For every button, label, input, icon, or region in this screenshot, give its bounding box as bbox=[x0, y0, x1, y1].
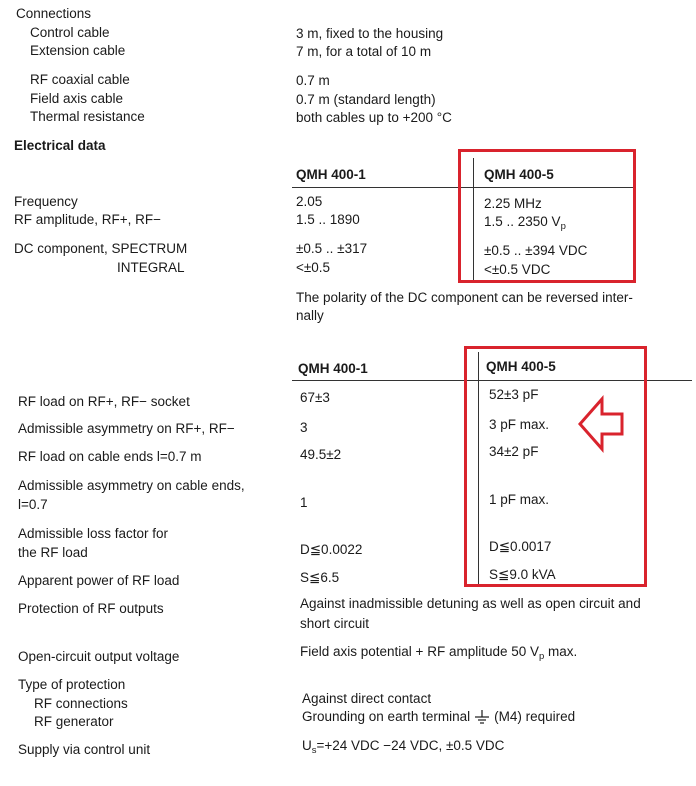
label-rf-coax: RF coaxial cable bbox=[30, 72, 130, 87]
col-header-qmh400-1-load: QMH 400-1 bbox=[298, 361, 368, 376]
col-header-qmh400-1: QMH 400-1 bbox=[296, 167, 366, 182]
value-rf-load-cable-5: 34±2 pF bbox=[489, 444, 539, 459]
label-extension-cable: Extension cable bbox=[30, 43, 126, 58]
value-protection-line2: short circuit bbox=[300, 616, 370, 631]
value-protection-line1: Against inadmissible detuning as well as open circuit and bbox=[300, 596, 641, 611]
label-integral: INTEGRAL bbox=[117, 260, 185, 275]
value-apparent-power-5: S≦9.0 kVA bbox=[489, 567, 556, 582]
value-control-cable: 3 m, fixed to the housing bbox=[296, 26, 444, 41]
label-rf-generator: RF generator bbox=[34, 714, 114, 729]
value-supply: $U_s=+24$ VDC −24 VDC, ±0.5 VDC bbox=[302, 738, 505, 756]
label-frequency: Frequency bbox=[14, 194, 78, 209]
value-asymmetry-5: 3 pF max. bbox=[489, 417, 550, 432]
label-asymmetry-cable-line1: Admissible asymmetry on cable ends, bbox=[18, 478, 245, 493]
value-asymmetry-cable-5: 1 pF max. bbox=[489, 492, 550, 507]
value-open-circuit: Field axis potential + RF amplitude 50 $V_p$ max. bbox=[300, 644, 578, 662]
value-thermal: both cables up to +200 °C bbox=[296, 110, 452, 125]
value-integral-5: <±0.5 VDC bbox=[484, 262, 551, 277]
electrical-heading: Electrical data bbox=[14, 138, 106, 153]
label-protection: Protection of RF outputs bbox=[18, 601, 164, 616]
highlight-box-electrical bbox=[458, 149, 636, 283]
label-asymmetry: Admissible asymmetry on RF+, RF− bbox=[18, 421, 235, 436]
value-rf-amplitude-1: 1.5 .. 1890 bbox=[296, 212, 360, 227]
label-supply: Supply via control unit bbox=[18, 742, 151, 757]
label-thermal: Thermal resistance bbox=[30, 109, 145, 124]
value-rf-amplitude-5: 1.5 .. 2350 $V_p$ bbox=[484, 214, 566, 232]
label-rf-load-cable: RF load on cable ends l=0.7 m bbox=[18, 449, 202, 464]
polarity-note-line1: The polarity of the DC component can be reversed inter- bbox=[296, 290, 633, 305]
label-rf-connections: RF connections bbox=[34, 696, 128, 711]
ground-symbol-icon bbox=[474, 709, 490, 725]
label-asymmetry-cable-line2: l=0.7 bbox=[18, 497, 48, 512]
label-control-cable: Control cable bbox=[30, 25, 110, 40]
value-grounding: Grounding on earth terminal (M4) required bbox=[302, 709, 576, 724]
value-rf-load-socket-1: 67±3 bbox=[300, 390, 330, 405]
label-loss-factor-line2: the RF load bbox=[18, 545, 88, 560]
col-header-qmh400-5: QMH 400-5 bbox=[484, 167, 554, 182]
label-loss-factor-line1: Admissible loss factor for bbox=[18, 526, 169, 541]
value-integral-1: <±0.5 bbox=[296, 260, 331, 275]
value-rf-coax: 0.7 m bbox=[296, 73, 330, 88]
label-open-circuit: Open-circuit output voltage bbox=[18, 649, 180, 664]
value-direct-contact: Against direct contact bbox=[302, 691, 432, 706]
label-field-axis: Field axis cable bbox=[30, 91, 124, 106]
value-loss-factor-1: D≦0.0022 bbox=[300, 542, 363, 557]
arrow-left-icon bbox=[578, 395, 626, 453]
value-extension-cable: 7 m, for a total of 10 m bbox=[296, 44, 432, 59]
label-type-protection: Type of protection bbox=[18, 677, 126, 692]
value-rf-load-socket-5: 52±3 pF bbox=[489, 387, 539, 402]
value-asymmetry-1: 3 bbox=[300, 420, 308, 435]
label-rf-amplitude: RF amplitude, RF+, RF− bbox=[14, 212, 162, 227]
value-field-axis: 0.7 m (standard length) bbox=[296, 92, 436, 107]
value-apparent-power-1: S≦6.5 bbox=[300, 570, 340, 585]
polarity-note-line2: nally bbox=[296, 308, 324, 323]
value-frequency-1: 2.05 bbox=[296, 194, 323, 209]
value-frequency-5: 2.25 MHz bbox=[484, 196, 542, 211]
value-rf-load-cable-1: 49.5±2 bbox=[300, 447, 342, 462]
highlight-box-load bbox=[464, 346, 647, 587]
connections-heading: Connections bbox=[16, 6, 92, 21]
value-dc-spectrum-5: ±0.5 .. ±394 VDC bbox=[484, 243, 588, 258]
value-loss-factor-5: D≦0.0017 bbox=[489, 539, 552, 554]
label-dc-component: DC component, SPECTRUM bbox=[14, 241, 188, 256]
label-apparent-power: Apparent power of RF load bbox=[18, 573, 180, 588]
value-dc-spectrum-1: ±0.5 .. ±317 bbox=[296, 241, 368, 256]
value-asymmetry-cable-1: 1 bbox=[300, 495, 308, 510]
col-header-qmh400-5-load: QMH 400-5 bbox=[486, 359, 556, 374]
label-rf-load-socket: RF load on RF+, RF− socket bbox=[18, 394, 190, 409]
